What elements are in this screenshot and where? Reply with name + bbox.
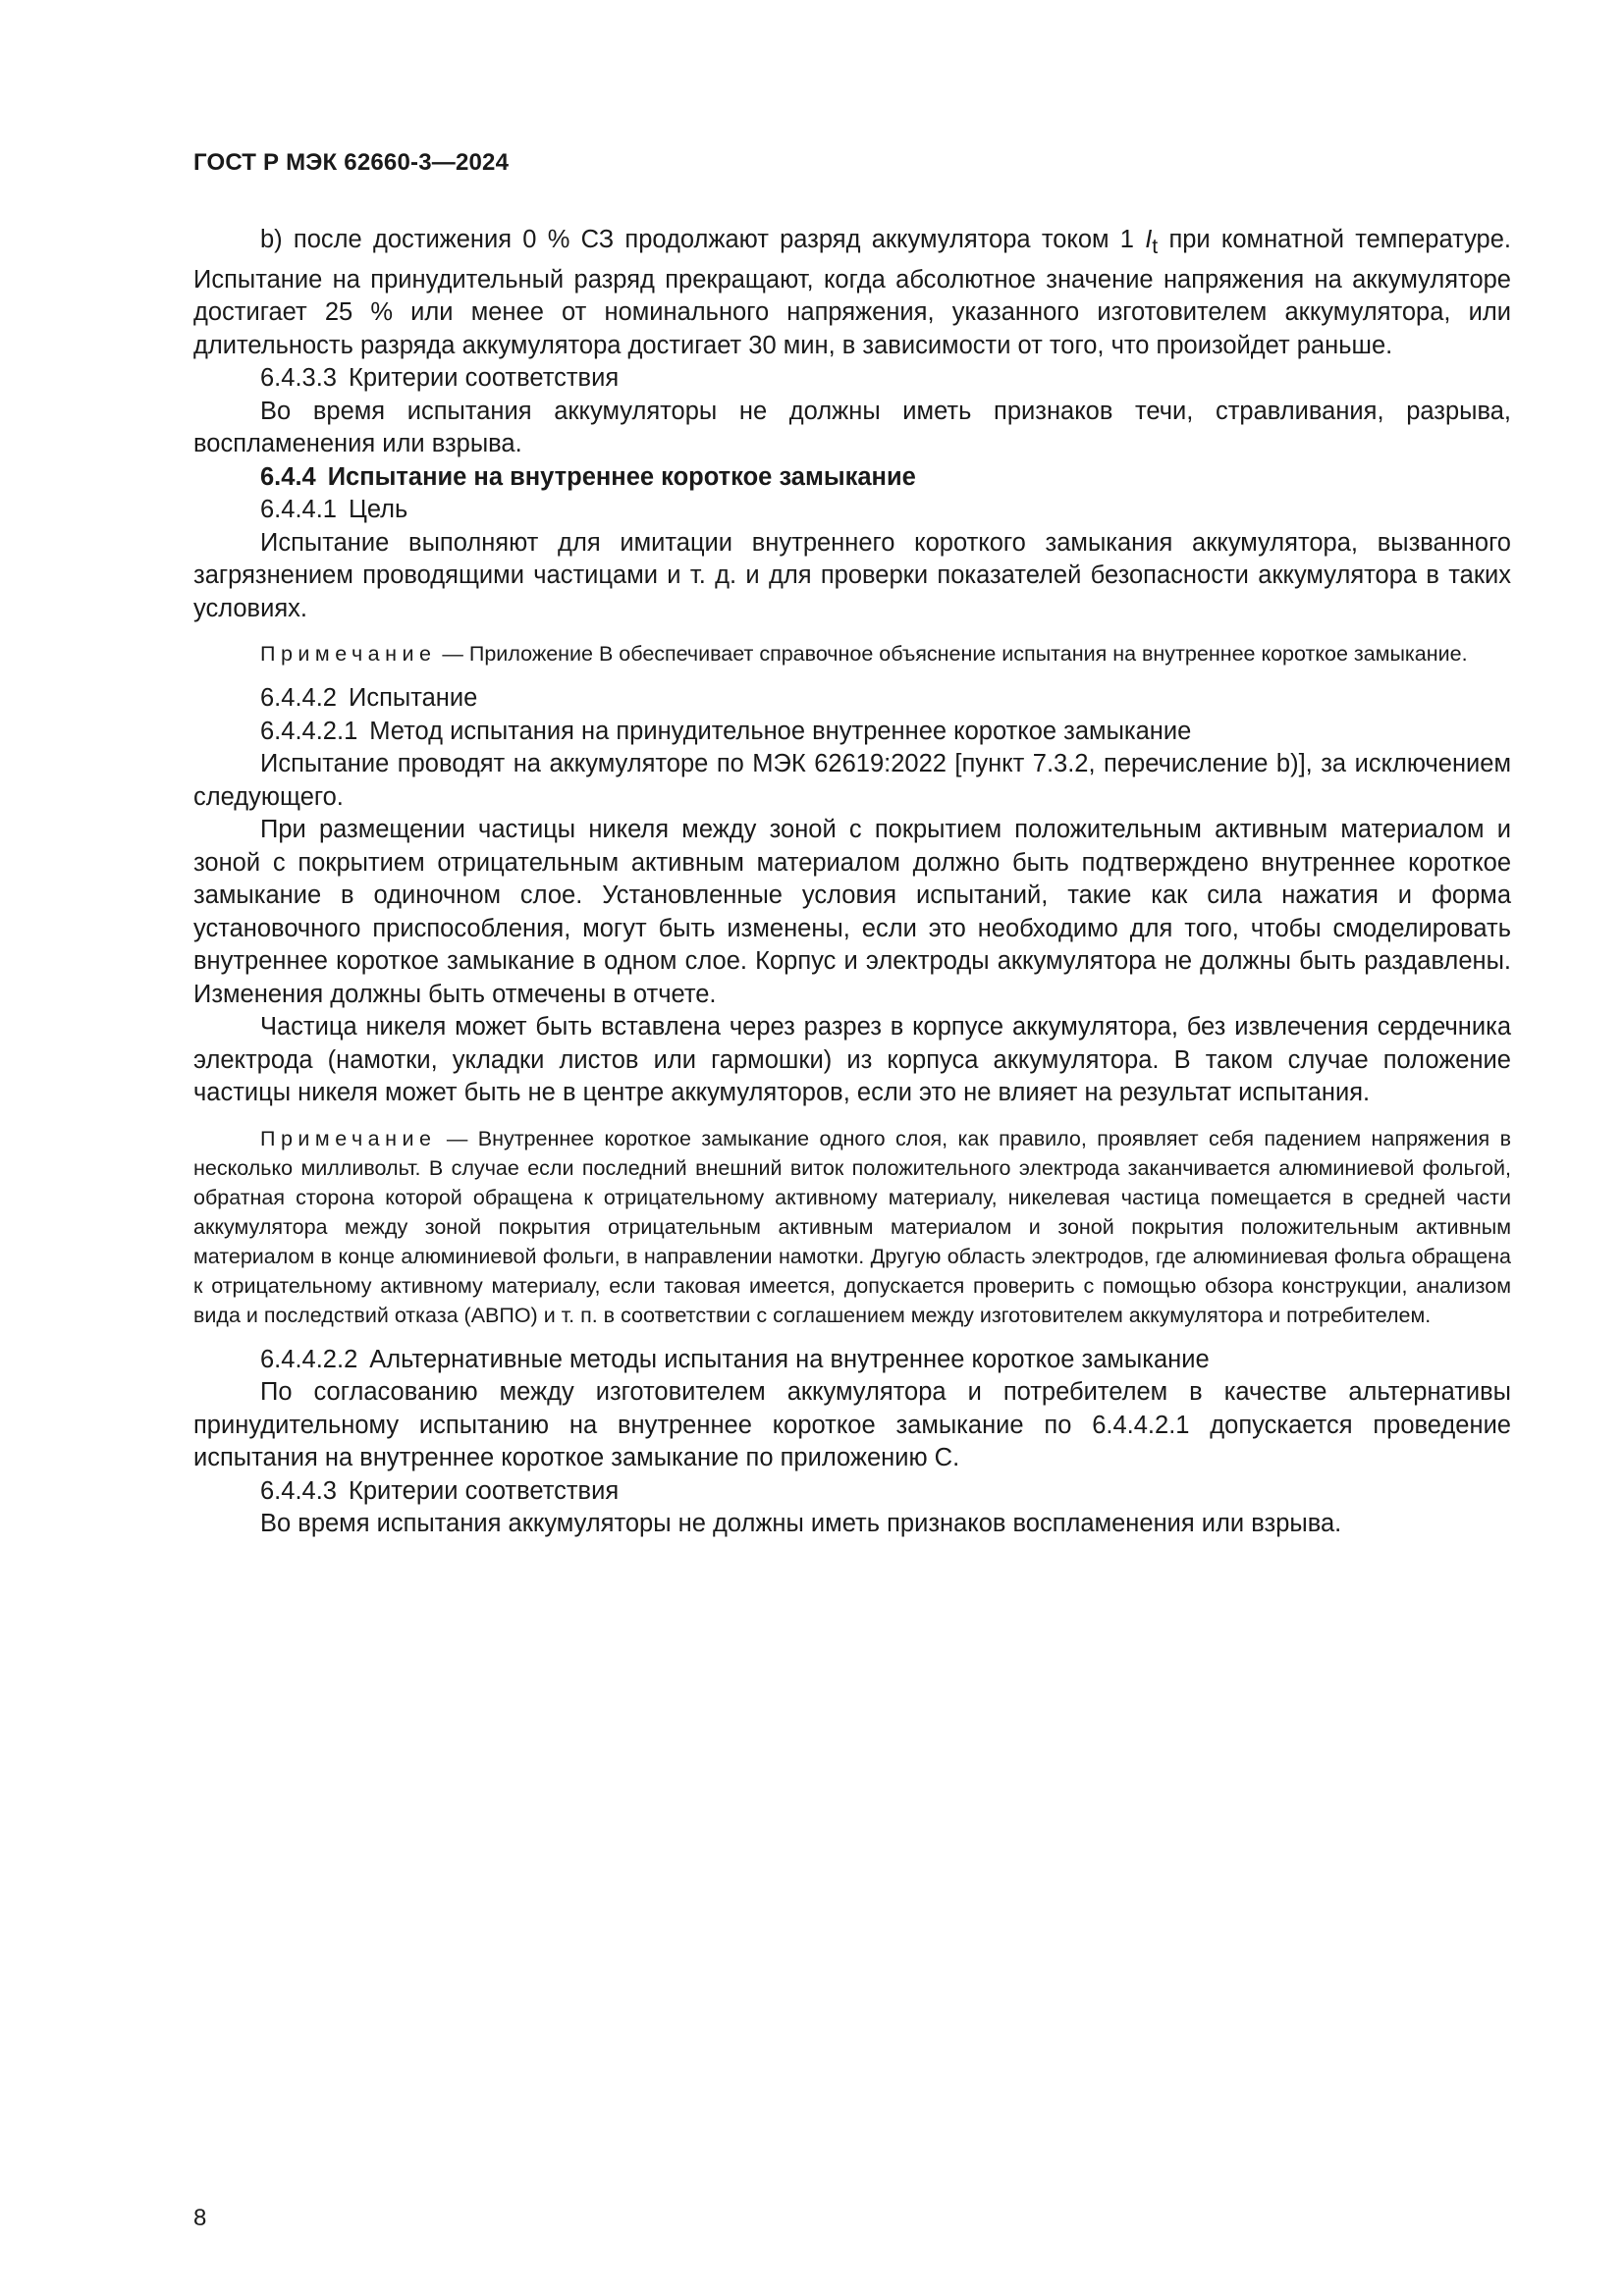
page-number: 8 [193,2205,207,2231]
paragraph-6-4-4-1: Испытание выполняют для имитации внутреннего короткого замыкания аккумулятора, вызванного загрязнением проводящими частицами и т. д. и для проверки показателей безопасности аккумулятора в таких условиях. [193,528,1511,622]
heading-6-4-4-1: 6.4.4.1 Цель [260,496,408,524]
note-1: Примечание — Приложение В обеспечивает справочное объяснение испытания на внутреннее короткое замыкание. [260,642,1468,667]
heading-6-4-4-2-2: 6.4.4.2.2 Альтернативные методы испытания на внутреннее короткое замыкание [260,1345,1210,1373]
heading-6-4-4-2-1: 6.4.4.2.1 Метод испытания на принудительное внутреннее короткое замыкание [260,717,1192,745]
list-item-b: b) после достижения 0 % СЗ продолжают разряд аккумулятора током 1 $I_t$ при комнатной температуре. Испытание на принудительный разряд прекращают, когда абсолютное значение напряжения на аккумуляторе достигает 25 % или менее от номинального напряжения, указанного изготовителем аккумулятора, или длительность разряда аккумулятора достигает 30 мин, в зависимости от того, что произойдет раньше. [193,226,1511,359]
current-symbol: I [1145,226,1153,253]
paragraph-6-4-4-2-1-b: При размещении частицы никеля между зоной с покрытием положительным активным материалом и зоной с покрытием отрицательным активным материалом должно быть подтверждено внутреннее короткое замыкание в одиночном слое. Установленные условия испытаний, такие как сила нажатия и форма установочного приспособления, могут быть изменены, если это необходимо для того, чтобы смоделировать внутреннее короткое замыкание в одном слое. Корпус и электроды аккумулятора не должны быть раздавлены. Изменения должны быть отмечены в отчете. [193,816,1511,1008]
paragraph-6-4-4-2-1-a: Испытание проводят на аккумуляторе по МЭК 62619:2022 [пункт 7.3.2, перечисление b)], за исключением следующего. [193,750,1511,811]
note-label: Примечание [260,1126,437,1150]
paragraph-6-4-3-3: Во время испытания аккумуляторы не должны иметь признаков течи, стравливания, разрыва, воспламенения или взрыва. [193,397,1511,458]
paragraph-6-4-4-2-2: По согласованию между изготовителем аккумулятора и потребителем в качестве альтернативы принудительному испытанию на внутреннее короткое замыкание по 6.4.4.2.1 допускается проведение испытания на внутреннее короткое замыкание по приложению С. [193,1378,1511,1472]
document-header: ГОСТ Р МЭК 62660-3—2024 [193,149,510,176]
current-subscript: t [1152,235,1159,259]
heading-6-4-4: 6.4.4 Испытание на внутреннее короткое замыкание [260,462,916,491]
heading-6-4-4-3: 6.4.4.3 Критерии соответствия [260,1476,620,1505]
note-label: Примечание [260,642,437,667]
heading-6-4-4-2: 6.4.4.2 Испытание [260,684,478,713]
note-2: Примечание — Внутреннее короткое замыкание одного слоя, как правило, проявляет себя падением напряжения в несколько милливольт. В случае если последний внешний виток положительного электрода заканчивается алюминиевой фольгой, обратная сторона которой обращена к отрицательному активному материалу, никелевая частица помещается в средней части аккумулятора между зоной покрытия отрицательным активным материалом и зоной покрытия положительным активным материалом в конце алюминиевой фольги, в направлении намотки. Другую область электродов, где алюминиевая фольга обращена к отрицательному активному материалу, если таковая имеется, допускается проверить с помощью обзора конструкции, анализом вида и последствий отказа (АВПО) и т. п. в соответствии с соглашением между изготовителем аккумулятора и потребителем. [193,1126,1511,1327]
document-body [193,224,1511,1541]
heading-6-4-3-3: 6.4.3.3 Критерии соответствия [260,364,620,393]
paragraph-6-4-4-3: Во время испытания аккумуляторы не должны иметь признаков воспламенения или взрыва. [260,1510,1342,1538]
paragraph-6-4-4-2-1-c: Частица никеля может быть вставлена через разрез в корпусе аккумулятора, без извлечения сердечника электрода (намотки, укладки листов или гармошки) из корпуса аккумулятора. В таком случае положение частицы никеля может быть не в центре аккумуляторов, если это не влияет на результат испытания. [193,1013,1511,1107]
